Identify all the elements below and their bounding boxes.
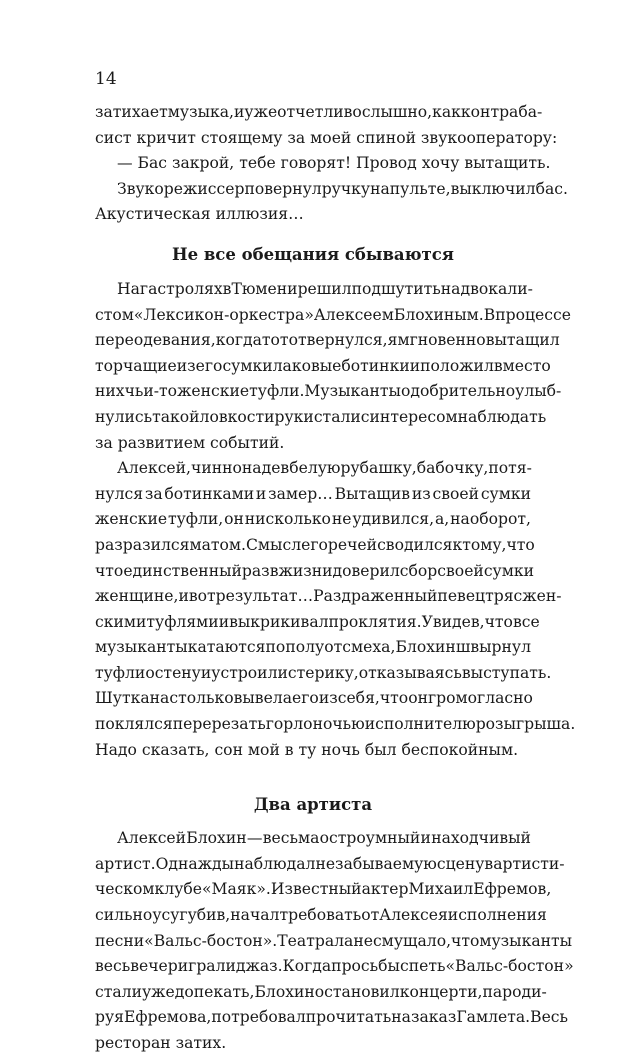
- word: себя,: [337, 689, 380, 708]
- word: музыканты: [95, 638, 188, 657]
- word: начал: [230, 906, 280, 925]
- word: незабываемую: [315, 854, 437, 873]
- word: удивился,: [352, 510, 435, 529]
- word: туфли,: [167, 510, 224, 529]
- word: Раздраженный: [313, 587, 438, 606]
- word: его: [195, 356, 223, 375]
- text-line: [95, 584, 562, 610]
- word: когда: [215, 331, 262, 350]
- word: Вытащив: [334, 484, 411, 503]
- word: из: [176, 356, 196, 375]
- word: и: [409, 356, 421, 375]
- word: Музыканты: [304, 382, 401, 401]
- word: них: [95, 382, 125, 401]
- word: скими: [95, 612, 147, 631]
- word: за: [144, 484, 163, 503]
- word: весь: [95, 957, 131, 976]
- word: ботинками: [164, 484, 255, 503]
- word: ручку: [321, 179, 371, 198]
- word: женские: [177, 382, 250, 401]
- word: Звукорежиссер: [117, 179, 245, 198]
- word: устроил: [211, 663, 278, 682]
- word: остроумный: [319, 829, 421, 848]
- word: подшутить: [351, 279, 441, 298]
- text-line: [95, 328, 560, 354]
- word: туфли: [95, 663, 146, 682]
- text-line: [95, 303, 571, 329]
- word: полу: [285, 638, 325, 657]
- text-line: [95, 877, 552, 903]
- word: вытащил: [485, 331, 560, 350]
- word: контраба-: [460, 103, 543, 121]
- word: усугубив,: [152, 906, 231, 925]
- word: гастролях: [139, 279, 223, 298]
- word: На: [117, 279, 140, 298]
- word: с: [360, 407, 370, 426]
- word: Алексея: [379, 906, 448, 925]
- word: переодевания,: [95, 331, 216, 350]
- word: затихает: [95, 103, 168, 121]
- word: «Вальс-бостон».: [144, 931, 278, 950]
- text-line: — Бас закрой, тебе говорят! Провод хочу вытащить.: [117, 154, 551, 173]
- intro-block: [95, 100, 568, 228]
- word: я: [387, 331, 398, 350]
- word: играли: [177, 957, 236, 976]
- word: просьбы: [331, 957, 400, 976]
- word: торчащие: [95, 356, 177, 375]
- word: выключил: [450, 179, 536, 198]
- word: и: [178, 587, 189, 606]
- text-line: [95, 852, 565, 878]
- word: лаковые: [272, 356, 342, 375]
- word: Тюмени: [231, 279, 298, 298]
- word: не: [331, 510, 352, 529]
- text-line: [95, 456, 531, 482]
- word: «Маяк».: [202, 880, 271, 899]
- text-line: [95, 507, 531, 533]
- word: своей: [437, 561, 484, 580]
- word: стали: [95, 982, 142, 1001]
- word: Ефремов,: [473, 880, 552, 899]
- word: что: [451, 931, 480, 950]
- word: замер…: [268, 484, 333, 503]
- word: и: [200, 663, 212, 682]
- word: в: [484, 854, 494, 873]
- word: все: [512, 612, 540, 631]
- section2-body: [95, 826, 574, 1056]
- word: Алексеем: [313, 305, 394, 324]
- word: рук: [274, 407, 304, 426]
- word: в: [222, 279, 232, 298]
- word: Смысл: [245, 535, 302, 554]
- section-heading: Не все обещания сбываются: [171, 244, 454, 264]
- text-line: сист кричит стоящему за моей спиной звукооператору:: [95, 128, 558, 147]
- word: надев: [241, 459, 290, 478]
- word: что: [484, 612, 513, 631]
- word: находчивый: [431, 829, 531, 848]
- word: и,: [467, 982, 483, 1001]
- word: ночью: [312, 715, 365, 734]
- word: рубашку,: [340, 459, 417, 478]
- word: одобрительно: [400, 382, 516, 401]
- text-line: [95, 482, 531, 508]
- text-line: [95, 559, 535, 585]
- word: туфли.: [249, 382, 305, 401]
- word: и: [234, 103, 245, 121]
- word: «Лексикон-оркестра»: [133, 305, 314, 324]
- word: его: [292, 689, 319, 708]
- word: сводился: [377, 535, 453, 554]
- word: сильно: [95, 906, 153, 925]
- word: потребовал: [211, 1008, 306, 1027]
- word: он: [408, 689, 428, 708]
- word: наблюдать: [457, 407, 547, 426]
- word: сумки: [480, 484, 531, 503]
- word: по: [265, 638, 286, 657]
- word: жизни: [278, 561, 333, 580]
- word: Блохин: [186, 829, 247, 848]
- word: концерт: [399, 982, 468, 1001]
- word: клубе: [154, 880, 202, 899]
- word: джаз.: [235, 957, 283, 976]
- word: выкрикивал: [229, 612, 329, 631]
- word: смущало,: [372, 931, 452, 950]
- text-line: [95, 354, 551, 380]
- word: горло: [265, 715, 313, 734]
- word: такой: [152, 407, 200, 426]
- word: и: [303, 407, 314, 426]
- word: швырнул: [455, 638, 531, 657]
- word: матом.: [189, 535, 246, 554]
- word: доверил: [332, 561, 400, 580]
- text-line: [95, 929, 573, 955]
- word: проклятия.: [328, 612, 422, 631]
- page-number: 14: [95, 69, 117, 89]
- word: уже: [141, 982, 175, 1001]
- word: женщине,: [95, 587, 179, 606]
- word: он: [224, 510, 244, 529]
- word: громогласно: [428, 689, 533, 708]
- word: музыканты: [479, 931, 573, 950]
- text-line: Акустическая иллюзия…: [95, 205, 304, 224]
- word: артисти-: [493, 854, 565, 873]
- word: к: [452, 535, 463, 554]
- word: над: [440, 279, 471, 298]
- word: белую: [289, 459, 341, 478]
- text-line: [95, 177, 568, 203]
- word: исполнения: [447, 906, 547, 925]
- word: поклялся: [95, 715, 173, 734]
- word: Ефремова,: [124, 1008, 212, 1027]
- word: нисколько: [244, 510, 331, 529]
- text-line: [95, 826, 531, 852]
- text-line: [95, 686, 531, 712]
- word: о: [145, 663, 155, 682]
- word: сцену: [436, 854, 485, 873]
- text-line: [95, 100, 543, 126]
- text-line: [95, 533, 535, 559]
- word: вокали-: [470, 279, 533, 298]
- word: руя: [95, 1008, 124, 1027]
- word: ботинки: [341, 356, 410, 375]
- word: Известный: [270, 880, 362, 899]
- word: перерезать: [172, 715, 266, 734]
- word: речей: [327, 535, 378, 554]
- word: вечер: [130, 957, 178, 976]
- word: Когда: [282, 957, 332, 976]
- word: требовать: [279, 906, 362, 925]
- word: В: [483, 305, 496, 324]
- word: наоборот,: [450, 510, 531, 529]
- word: настолько: [149, 689, 234, 708]
- text-line: [95, 379, 562, 405]
- word: вот: [188, 587, 216, 606]
- word: женские: [95, 510, 168, 529]
- word: певец: [437, 587, 486, 606]
- word: процессе: [495, 305, 571, 324]
- word: интересом: [369, 407, 458, 426]
- word: вывела: [233, 689, 293, 708]
- word: смеха,: [342, 638, 396, 657]
- text-line: [95, 712, 576, 738]
- section1-body: [95, 277, 576, 763]
- word: раз: [241, 561, 270, 580]
- word: Михаил: [408, 880, 474, 899]
- text-line: [95, 661, 552, 687]
- word: заказ: [410, 1008, 457, 1027]
- word: музыка,: [167, 103, 235, 121]
- word: не: [353, 931, 373, 950]
- word: Гамлета.: [456, 1008, 531, 1027]
- word: —: [246, 829, 263, 848]
- word: тому,: [462, 535, 507, 554]
- word: артист.: [95, 854, 156, 873]
- word: «Вальс-бостон»: [445, 957, 574, 976]
- word: что: [506, 535, 535, 554]
- text-line: [95, 610, 540, 636]
- word: решил: [297, 279, 352, 298]
- text-line: [95, 903, 547, 929]
- word: ческом: [95, 880, 155, 899]
- word: Театрала: [277, 931, 354, 950]
- word: и: [218, 612, 230, 631]
- word: в: [269, 561, 279, 580]
- word: остановил: [314, 982, 400, 1001]
- word: нулись: [95, 407, 153, 426]
- text-line: за развитием событий.: [95, 433, 285, 452]
- word: песни: [95, 931, 145, 950]
- word: слышно,: [361, 103, 433, 121]
- word: Блохин: [395, 638, 456, 657]
- word: что: [95, 561, 124, 580]
- word: от: [361, 906, 380, 925]
- word: уже: [244, 103, 278, 121]
- word: из: [318, 689, 338, 708]
- word: стали: [313, 407, 361, 426]
- word: Шутка: [95, 689, 150, 708]
- word: Алексей,: [117, 459, 192, 478]
- word: улыб-: [515, 382, 562, 401]
- word: и: [255, 484, 267, 503]
- word: единственный: [123, 561, 242, 580]
- word: актер: [361, 880, 409, 899]
- text-line: Надо сказать, сон мой в ту ночь был беспокойным.: [95, 740, 519, 759]
- word: исполнителю: [364, 715, 476, 734]
- word: вместо: [493, 356, 551, 375]
- word: пароди-: [482, 982, 547, 1001]
- text-line: [95, 954, 574, 980]
- text-line: [95, 277, 531, 303]
- word: повернул: [244, 179, 322, 198]
- word: прочитать: [305, 1008, 392, 1027]
- word: Блохиным.: [393, 305, 484, 324]
- word: Однажды: [155, 854, 235, 873]
- word: выступать.: [461, 663, 552, 682]
- word: и: [420, 829, 431, 848]
- word: пульте,: [389, 179, 451, 198]
- word: наблюдал: [234, 854, 316, 873]
- word: катаются: [187, 638, 266, 657]
- word: Блохин: [254, 982, 315, 1001]
- word: нулся: [95, 484, 144, 503]
- word: а,: [434, 510, 450, 529]
- word: бас.: [535, 179, 568, 198]
- text-line: ресторан затих.: [95, 1034, 227, 1052]
- word: жен-: [522, 587, 562, 606]
- word: отказываясь: [358, 663, 462, 682]
- word: его: [301, 535, 328, 554]
- word: весьма: [262, 829, 320, 848]
- book-page: [95, 66, 576, 1057]
- word: истерику,: [277, 663, 359, 682]
- word: тот: [261, 331, 289, 350]
- word: спеть: [399, 957, 446, 976]
- section-heading: Два артиста: [253, 795, 373, 815]
- text-line: [95, 405, 547, 431]
- word: потя-: [488, 459, 532, 478]
- word: как: [432, 103, 461, 121]
- word: сумки: [483, 561, 535, 580]
- word: бабочку,: [416, 459, 489, 478]
- word: розыгрыша.: [475, 715, 576, 734]
- word: допекать,: [174, 982, 255, 1001]
- word: результат…: [215, 587, 314, 606]
- word: Алексей: [117, 829, 187, 848]
- text-line: [95, 635, 531, 661]
- word: Весь: [530, 1008, 569, 1027]
- word: стену: [154, 663, 201, 682]
- word: разразился: [95, 535, 190, 554]
- word: мгновенно: [397, 331, 486, 350]
- word: Увидев,: [421, 612, 485, 631]
- word: чьи-то: [124, 382, 178, 401]
- word: тряс: [485, 587, 523, 606]
- word: от: [324, 638, 343, 657]
- word: туфлями: [146, 612, 219, 631]
- word: своей: [432, 484, 480, 503]
- word: стом: [95, 305, 134, 324]
- word: на: [391, 1008, 411, 1027]
- word: отвернулся,: [288, 331, 388, 350]
- word: отчетливо: [277, 103, 362, 121]
- word: на: [370, 179, 390, 198]
- word: из: [411, 484, 431, 503]
- text-line: [95, 1005, 569, 1031]
- word: положил: [420, 356, 494, 375]
- word: чинно: [191, 459, 242, 478]
- word: сумки: [222, 356, 273, 375]
- word: сбор: [399, 561, 438, 580]
- word: ловкости: [199, 407, 275, 426]
- text-line: [95, 980, 547, 1006]
- word: что: [379, 689, 409, 708]
